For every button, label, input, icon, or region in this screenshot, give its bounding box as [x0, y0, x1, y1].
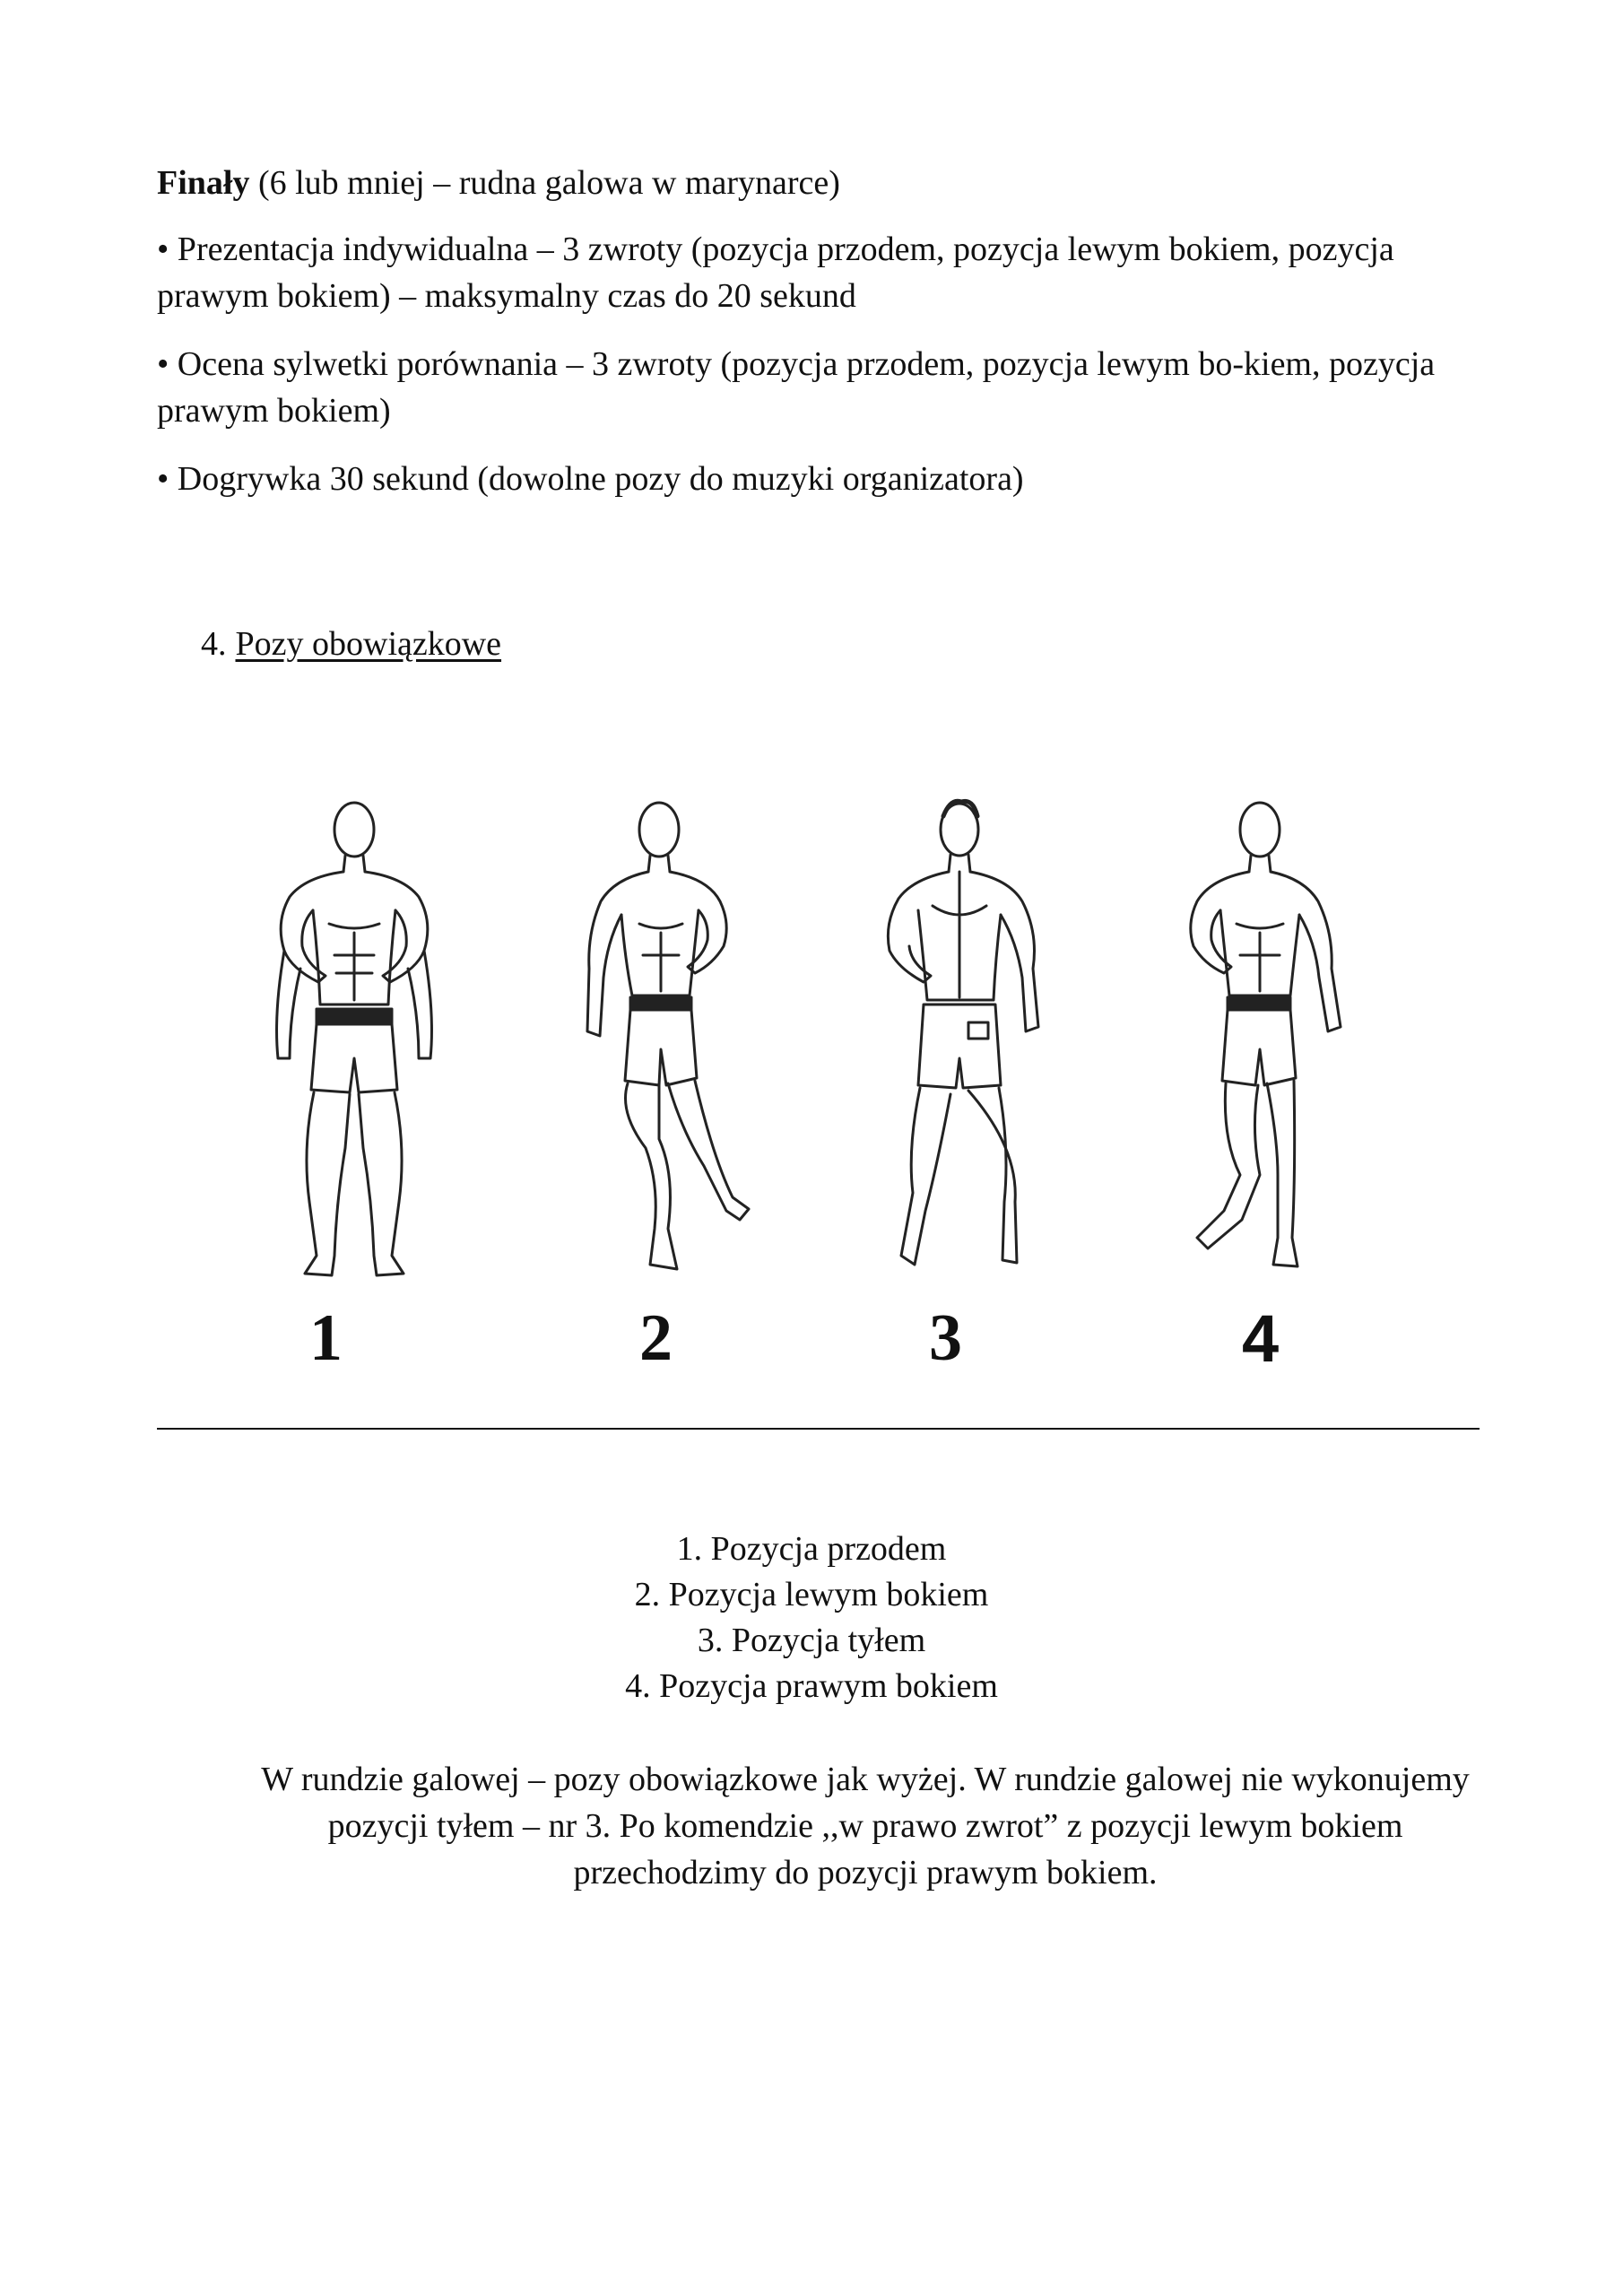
finals-heading-rest: (6 lub mniej – rudna galowa w marynarce)	[249, 164, 840, 202]
pose-list-item: 4. Pozycja prawym bokiem	[625, 1667, 998, 1705]
figure-label-4: 4	[1242, 1301, 1280, 1376]
pose-list-item: 3. Pozycja tyłem	[697, 1622, 926, 1659]
figure-label-3: 3	[929, 1301, 962, 1375]
finals-heading-bold: Finały	[157, 164, 250, 202]
bullet-comparison: • Ocena sylwetki porównania – 3 zwroty (pozycja przodem, pozycja lewym bo-kiem, pozycja prawym bokiem)	[157, 345, 1436, 430]
pose-illustrations	[193, 789, 1417, 1327]
finals-heading	[157, 160, 1484, 206]
bullet-overtime: • Dogrywka 30 sekund (dowolne pozy do muzyki organizatora)	[157, 460, 1024, 498]
figure-front-pose	[220, 789, 489, 1292]
figure-back-pose	[825, 789, 1094, 1292]
figure-label-1: 1	[309, 1301, 343, 1375]
section-title: Pozy obowiązkowe	[235, 625, 502, 663]
bullet-individual-presentation: • Prezentacja indywidualna – 3 zwroty (pozycja przodem, pozycja lewym bokiem, pozycja prawym bokiem) – maksymalny czas do 20 sekund	[157, 230, 1394, 315]
horizontal-divider	[157, 1428, 1480, 1430]
pose-list-item: 1. Pozycja przodem	[676, 1530, 947, 1568]
pose-list	[0, 1526, 1623, 1709]
section-number: 4.	[201, 625, 227, 663]
figure-label-2: 2	[639, 1301, 673, 1375]
section-heading	[201, 621, 501, 667]
pose-list-item: 2. Pozycja lewym bokiem	[634, 1576, 989, 1613]
figure-left-side-pose	[525, 789, 794, 1292]
figure-right-side-pose	[1125, 789, 1394, 1292]
closing-paragraph: W rundzie galowej – pozy obowiązkowe jak wyżej. W rundzie galowej nie wykonujemy pozycji tyłem – nr 3. Po komendzie ,,w prawo zwrot” z pozycji lewym bokiem przechodzimy do pozycji prawym bokiem.	[261, 1761, 1470, 1892]
